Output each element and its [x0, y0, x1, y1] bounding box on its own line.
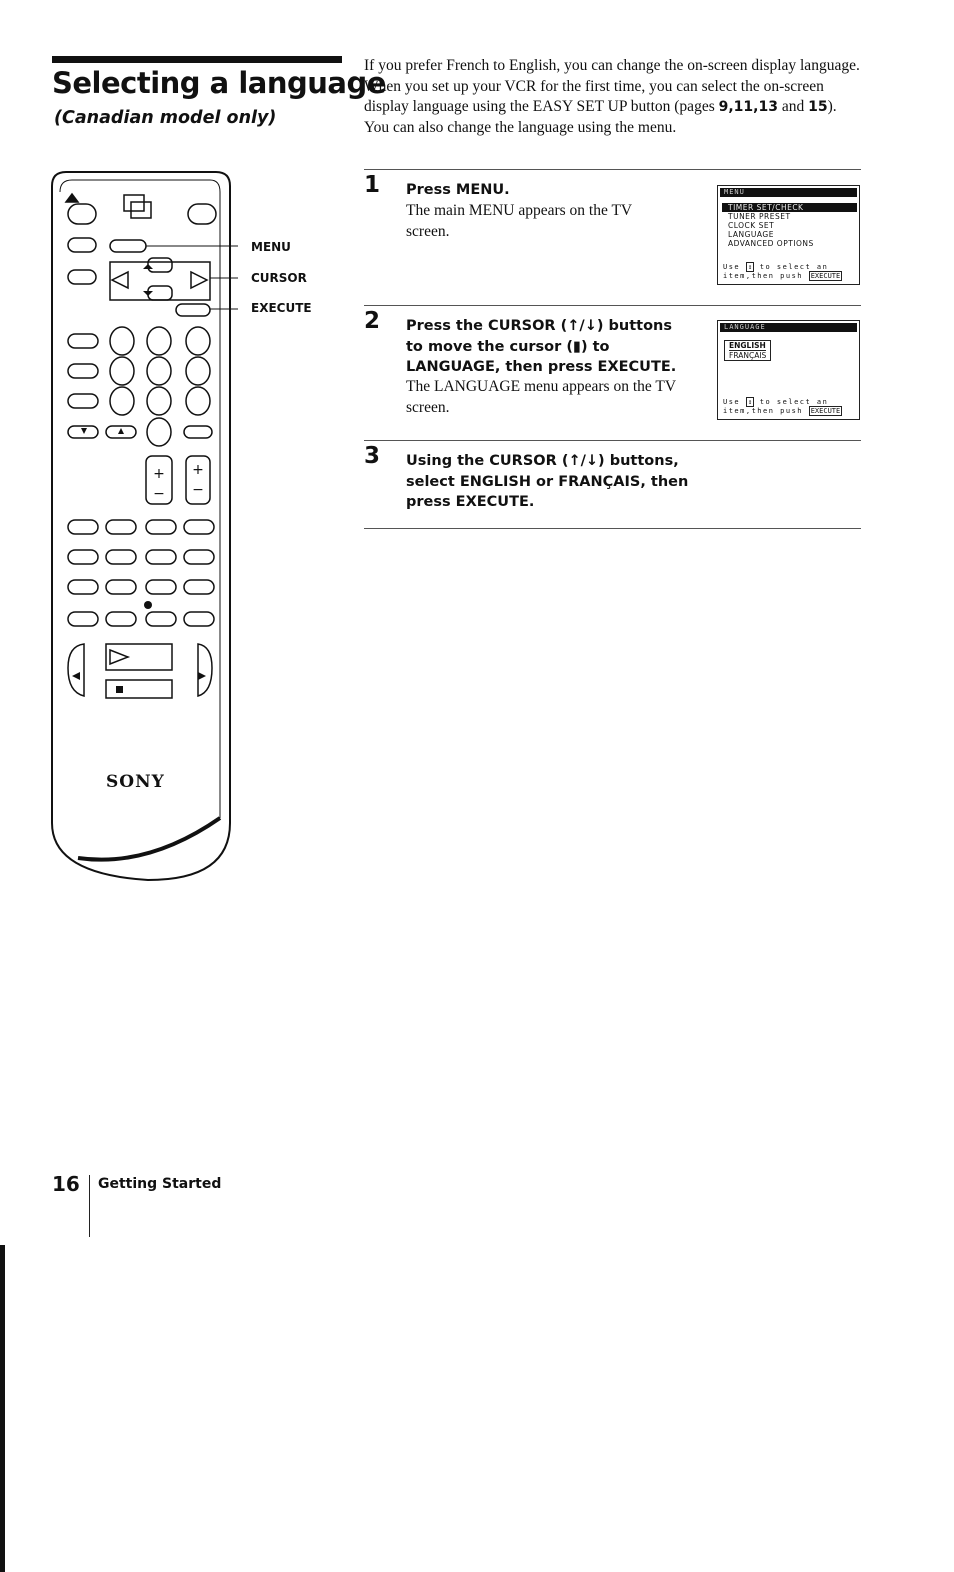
tv-screen-hint: Use ↕ to select an item,then push EXECUTE — [723, 398, 841, 415]
step-3-heading: Using the CURSOR (↑/↓) buttons, select ENGLISH or FRANÇAIS, then press EXECUTE. — [406, 453, 689, 510]
language-list — [718, 340, 859, 363]
callout-cursor: CURSOR — [251, 271, 307, 285]
menu-item: LANGUAGE — [728, 230, 774, 239]
step-1-heading: Press MENU. — [406, 182, 510, 198]
menu-item: CLOCK SET — [728, 221, 775, 230]
svg-text:−: − — [192, 482, 204, 498]
tv-screen-language — [717, 320, 860, 420]
title-rule — [52, 56, 342, 63]
menu-list — [718, 203, 859, 248]
step-1-body: The main MENU appears on the TV screen. — [406, 202, 632, 240]
menu-item-selected: TIMER SET/CHECK — [722, 203, 857, 212]
page-edge-bar — [0, 1245, 5, 1572]
step-2-body: The LANGUAGE menu appears on the TV screen. — [406, 378, 676, 416]
svg-text:−: − — [153, 486, 165, 502]
language-option-francais: FRANÇAIS — [729, 351, 767, 360]
svg-text:+: + — [153, 466, 165, 482]
step-divider — [364, 528, 861, 529]
svg-text:+: + — [192, 462, 204, 478]
section-label: Getting Started — [98, 1176, 222, 1192]
page-title: Selecting a language — [52, 66, 386, 100]
updown-key-icon: ↕ — [747, 263, 753, 271]
page-number: 16 — [52, 1172, 80, 1196]
step-divider — [364, 169, 861, 170]
tv-screen-menu — [717, 185, 860, 285]
step-2-number: 2 — [364, 308, 381, 334]
tv-screen-title: LANGUAGE — [720, 323, 857, 332]
execute-key-label: EXECUTE — [810, 407, 841, 415]
execute-key-label: EXECUTE — [810, 272, 841, 280]
tv-screen-hint: Use ↕ to select an item,then push EXECUTE — [723, 263, 841, 280]
step-1-number: 1 — [364, 172, 381, 198]
step-3-number: 3 — [364, 443, 381, 469]
intro-text — [364, 56, 864, 138]
menu-item: TUNER PRESET — [728, 212, 791, 221]
step-divider — [364, 440, 861, 441]
menu-item: ADVANCED OPTIONS — [728, 239, 814, 248]
step-divider — [364, 305, 861, 306]
intro-paragraph-2: When you set up your VCR for the first time, you can select the on-screen display language using the EASY SET UP button (pages 9,11,13 and 15). You can also change the language using the menu. — [364, 77, 837, 136]
callout-execute: EXECUTE — [251, 301, 312, 315]
step-2-heading: Press the CURSOR (↑/↓) buttons to move the cursor (▮) to LANGUAGE, then press EXECUTE. — [406, 318, 677, 375]
tv-screen-title: MENU — [720, 188, 857, 197]
updown-key-icon: ↕ — [747, 398, 753, 406]
callout-menu: MENU — [251, 240, 291, 254]
page-subtitle: (Canadian model only) — [54, 108, 277, 128]
intro-paragraph-1: If you prefer French to English, you can change the on-screen display language. — [364, 57, 860, 74]
remote-brand-logo: SONY — [106, 772, 165, 792]
language-option-english: ENGLISH — [729, 341, 766, 350]
footer-divider — [89, 1175, 90, 1237]
